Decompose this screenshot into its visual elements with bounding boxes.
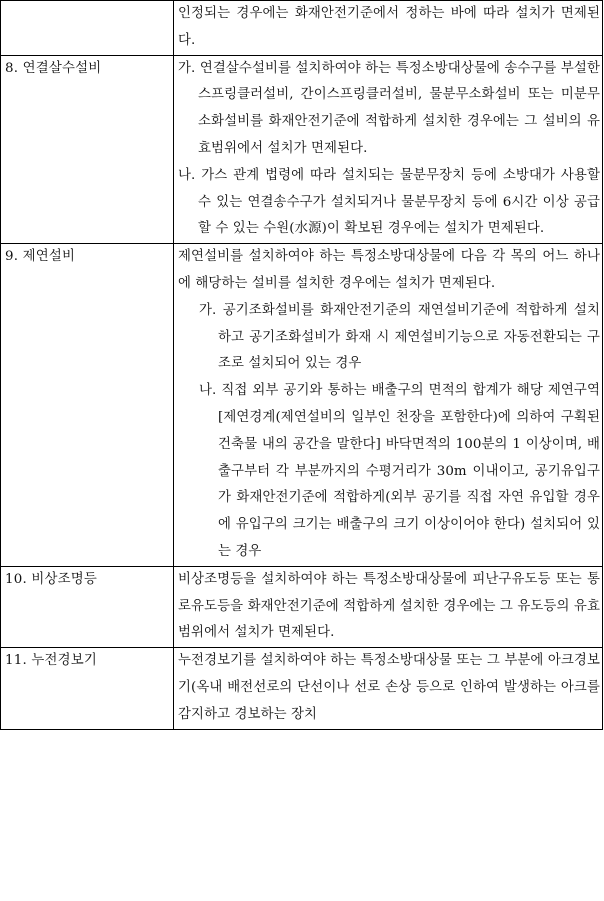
facility-label-cell: [1, 566, 174, 647]
exemption-criteria-cell: [174, 566, 603, 647]
table-row: [1, 244, 603, 567]
criteria-paragraph: 비상조명등을 설치하여야 하는 특정소방대상물에 피난구유도등 또는 통로유도등을 화재안전기준에 적합하게 설치한 경우에는 그 유도등의 유효범위에서 설치가 면제된다.: [178, 571, 600, 641]
table-row: [1, 55, 603, 244]
exemption-criteria-cell: [174, 55, 603, 244]
criteria-paragraph: 가. 연결살수설비를 설치하여야 하는 특정소방대상물에 송수구를 부설한 스프링클러설비, 간이스프링클러설비, 물분무소화설비 또는 미분무소화설비를 화재안전기준에 적합하게 설치한 경우에는 그 설비의 유효범위에서 설치가 면제된다.: [178, 60, 600, 156]
criteria-paragraph: 가. 공기조화설비를 화재안전기준의 재연설비기준에 적합하게 설치하고 공기조화설비가 화재 시 제연설비기능으로 자동전환되는 구조로 설치되어 있는 경우: [199, 302, 600, 372]
exemption-criteria-cell: [174, 244, 603, 567]
criteria-paragraph: 나. 직접 외부 공기와 통하는 배출구의 면적의 합계가 해당 제연구역[제연경계(제연설비의 일부인 천장을 포함한다)에 의하여 구획된 건축물 내의 공간을 말한다] 바닥면적의 100분의 1 이상이며, 배출구부터 각 부분까지의 수평거리가 30m 이내이고, 공기유입구가 화재안전기준에 적합하게(외부 공기를 직접 자연 유입할 경우에 유입구의 크기는 배출구의 크기 이상이어야 한다) 설치되어 있는 경우: [199, 383, 600, 559]
exemption-table-body: [1, 1, 603, 730]
criteria-paragraph: 누전경보기를 설치하여야 하는 특정소방대상물 또는 그 부분에 아크경보기(옥내 배전선로의 단선이나 선로 손상 등으로 인하여 발생하는 아크를 감지하고 경보하는 장치: [178, 653, 600, 722]
table-row: [1, 566, 603, 647]
table-row: [1, 1, 603, 56]
facility-label: 10. 비상조명등: [5, 571, 98, 587]
facility-label-cell: [1, 55, 174, 244]
facility-label-cell: [1, 1, 174, 56]
criteria-paragraph: 인정되는 경우에는 화재안전기준에서 정하는 바에 따라 설치가 면제된다.: [178, 6, 600, 48]
exemption-criteria-cell: [174, 648, 603, 729]
facility-label: 9. 제연설비: [5, 249, 76, 265]
facility-label: 11. 누전경보기: [5, 653, 98, 669]
criteria-paragraph: 제연설비를 설치하여야 하는 특정소방대상물에 다음 각 목의 어느 하나에 해당하는 설비를 설치한 경우에는 설치가 면제된다.: [178, 249, 600, 291]
table-row: [1, 648, 603, 729]
facility-label-cell: [1, 244, 174, 567]
exemption-criteria-cell: [174, 1, 603, 56]
facility-label: 8. 연결살수설비: [5, 60, 102, 76]
facility-label-cell: [1, 648, 174, 729]
criteria-paragraph: 나. 가스 관계 법령에 따라 설치되는 물분무장치 등에 소방대가 사용할 수 있는 연결송수구가 설치되거나 물분무장치 등에 6시간 이상 공급할 수 있는 수원(水源)이 확보된 경우에는 설치가 면제된다.: [178, 167, 600, 237]
